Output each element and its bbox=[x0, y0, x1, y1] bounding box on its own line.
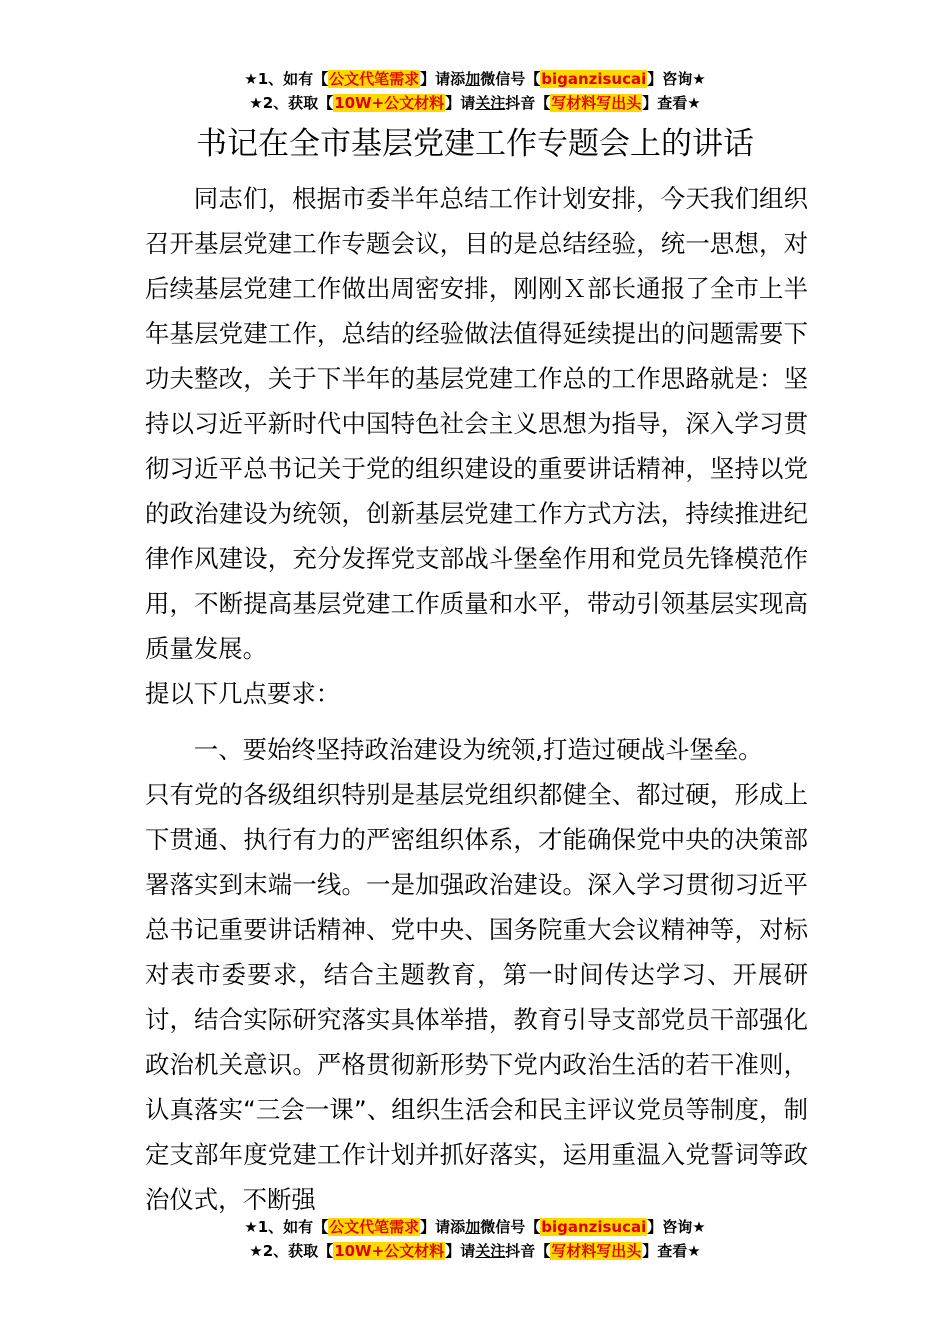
paragraph-intro: 同志们，根据市委半年总结工作计划安排，今天我们组织召开基层党建工作专题会议，目的是总结经验，统一思想，对后续基层党建工作做出周密安排，刚刚Ｘ部长通报了全市上半年基层党建工作，总结的经验做法值得延续提出的问题需要下功夫整改，关于下半年的基层党建工作总的工作思路就是：坚持以习近平新时代中国特色社会主义思想为指导，深入学习贯彻习近平总书记关于党的组织建设的重要讲话精神，坚持以党的政治建设为统领，创新基层党建工作方式方法，持续推进纪律作风建设，充分发挥党支部战斗堡垒作用和党员先锋模范作用，不断提高基层党建工作质量和水平，带动引领基层实现高质量发展。 bbox=[145, 184, 808, 663]
paragraph-section-1: 只有党的各级组织特别是基层党组织都健全、都过硬，形成上下贯通、执行有力的严密组织体系，才能确保党中央的决策部署落实到末端一线。一是加强政治建设。深入学习贯彻习近平总书记重要讲话精神、党中央、国务院重大会议精神等，对标对表市委要求，结合主题教育，第一时间传达学习、开展研讨，结合实际研究落实具体举措，教育引导支部党员干部强化政治机关意识。严格贯彻新形势下党内政治生活的若干准则，认真落实“三会一课”、组织生活会和民主评议党员等制度，制定支部年度党建工作计划并抓好落实，运用重温入党誓词等政治仪式，不断强 bbox=[145, 780, 808, 1214]
document-body bbox=[145, 176, 808, 1222]
section-heading-1: 一、要始终坚持政治建设为统领,打造过硬战斗堡垒。 bbox=[193, 735, 763, 764]
highlight-service: 公文代笔需求 bbox=[329, 70, 420, 88]
promo-line-2: ★2、获取【10W+公文材料】请关注抖音【写材料写出头】查看★ bbox=[249, 94, 701, 112]
promo-line-1: ★1、如有【公文代笔需求】请添加微信号【biganzisucai】咨询★ bbox=[244, 1218, 706, 1236]
highlight-wechat-id: biganzisucai bbox=[541, 1218, 647, 1236]
highlight-materials: 10W+公文材料 bbox=[334, 94, 445, 112]
promo-line-1: ★1、如有【公文代笔需求】请添加微信号【biganzisucai】咨询★ bbox=[244, 70, 706, 88]
promo-line-2: ★2、获取【10W+公文材料】请关注抖音【写材料写出头】查看★ bbox=[249, 1242, 701, 1260]
highlight-douyin: 写材料写出头 bbox=[551, 1242, 642, 1260]
highlight-douyin: 写材料写出头 bbox=[551, 94, 642, 112]
highlight-wechat-id: biganzisucai bbox=[541, 70, 647, 88]
highlight-materials: 10W+公文材料 bbox=[334, 1242, 445, 1260]
promo-banner-top bbox=[0, 67, 950, 115]
document-title: 书记在全市基层党建工作专题会上的讲话 bbox=[196, 126, 754, 162]
paragraph-requirements-lead: 提以下几点要求： bbox=[145, 679, 341, 708]
promo-banner-bottom bbox=[0, 1215, 950, 1263]
highlight-service: 公文代笔需求 bbox=[329, 1218, 420, 1236]
